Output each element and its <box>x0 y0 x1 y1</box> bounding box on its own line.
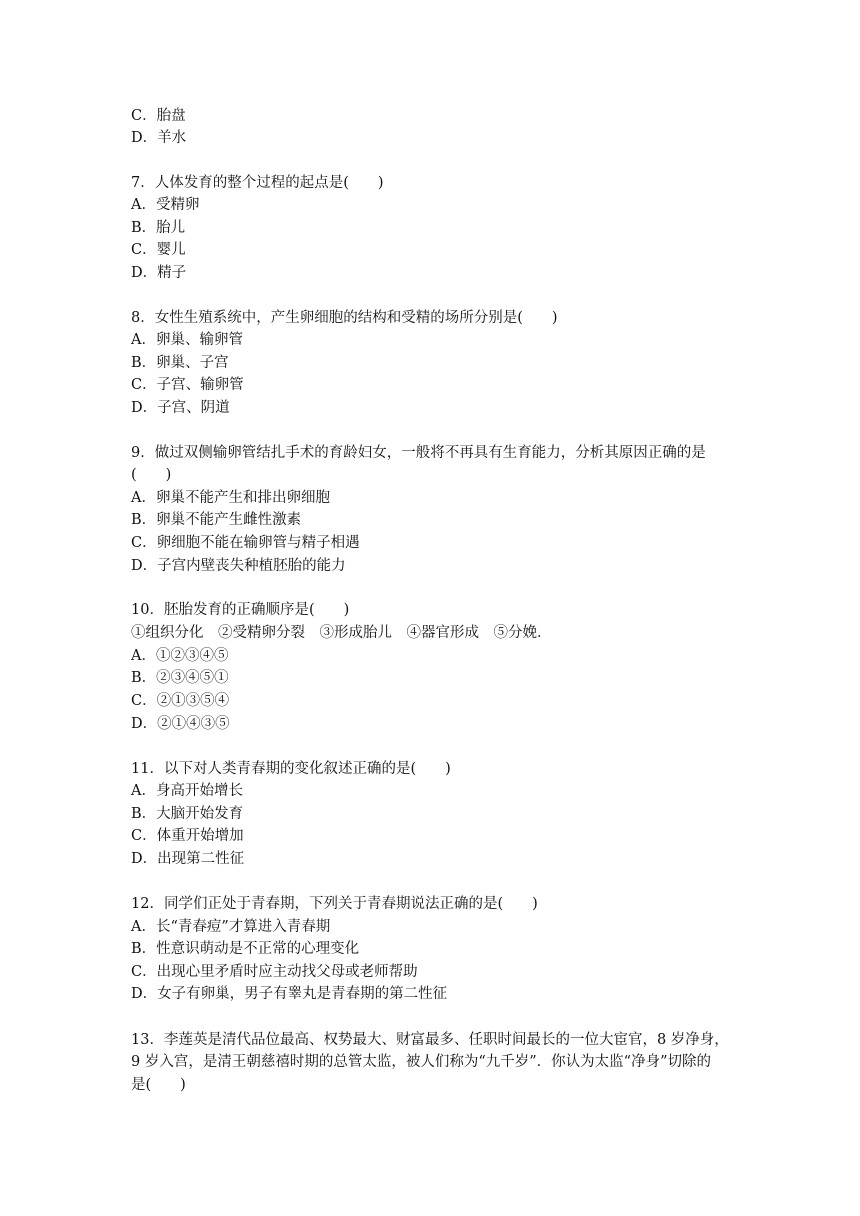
q10-option-a: A．①②③④⑤ <box>131 648 229 664</box>
q10-items: ①组织分化 ②受精卵分裂 ③形成胎儿 ④器官形成 ⑤分娩． <box>131 625 552 641</box>
q10-stem: 10．胚胎发育的正确顺序是( ) <box>131 602 350 618</box>
q11-stem: 11．以下对人类青春期的变化叙述正确的是( ) <box>131 761 451 777</box>
q13-stem-line-1: 13．李莲英是清代品位最高、权势最大、财富最多、任职时间最长的一位大宦官，8 岁净身， <box>131 1032 729 1048</box>
q12-option-b: B．性意识萌动是不正常的心理变化 <box>131 941 360 957</box>
q6-option-c: C．胎盘 <box>131 108 186 124</box>
q8-option-b: B．卵巢、子宫 <box>131 355 229 371</box>
q11-option-c: C．体重开始增加 <box>131 828 244 844</box>
q13-stem-line-2: 9 岁入宫，是清王朝慈禧时期的总管太监，被人们称为“九千岁”．你认为太监“净身”切除的 <box>131 1054 711 1070</box>
q7-option-c: C．婴儿 <box>131 242 186 258</box>
q12-option-d: D．女子有卵巢，男子有睾丸是青春期的第二性征 <box>131 986 448 1002</box>
q12-stem: 12．同学们正处于青春期，下列关于青春期说法正确的是( ) <box>131 896 538 912</box>
q8-option-a: A．卵巢、输卵管 <box>131 332 243 348</box>
q11-option-d: D．出现第二性征 <box>131 851 245 867</box>
q11-option-a: A．身高开始增长 <box>131 783 243 799</box>
q7-stem: 7．人体发育的整个过程的起点是( ) <box>131 175 384 191</box>
q8-option-c: C．子宫、输卵管 <box>131 377 244 393</box>
q9-stem-line-2: ( ) <box>131 467 172 483</box>
q9-option-c: C．卵细胞不能在输卵管与精子相遇 <box>131 535 360 551</box>
q6-option-d: D．羊水 <box>131 130 187 146</box>
q7-option-a: A．受精卵 <box>131 197 200 213</box>
q7-option-d: D．精子 <box>131 265 187 281</box>
q8-stem: 8．女性生殖系统中，产生卵细胞的结构和受精的场所分别是( ) <box>131 310 558 326</box>
q8-option-d: D．子宫、阴道 <box>131 400 230 416</box>
q9-option-a: A．卵巢不能产生和排出卵细胞 <box>131 490 330 506</box>
q9-option-d: D．子宫内壁丧失种植胚胎的能力 <box>131 558 346 574</box>
q10-option-d: D．②①④③⑤ <box>131 716 230 732</box>
q9-option-b: B．卵巢不能产生雌性激素 <box>131 512 302 528</box>
q12-option-c: C．出现心里矛盾时应主动找父母或老师帮助 <box>131 964 418 980</box>
q10-option-c: C．②①③⑤④ <box>131 693 230 709</box>
q7-option-b: B．胎儿 <box>131 220 186 236</box>
q12-option-a: A．长“青春痘”才算进入青春期 <box>131 919 331 935</box>
q10-option-b: B．②③④⑤① <box>131 670 229 686</box>
q9-stem-line-1: 9．做过双侧输卵管结扎手术的育龄妇女，一般将不再具有生育能力，分析其原因正确的是 <box>131 445 706 461</box>
q11-option-b: B．大脑开始发育 <box>131 806 244 822</box>
q13-stem-line-3: 是( ) <box>131 1077 186 1093</box>
